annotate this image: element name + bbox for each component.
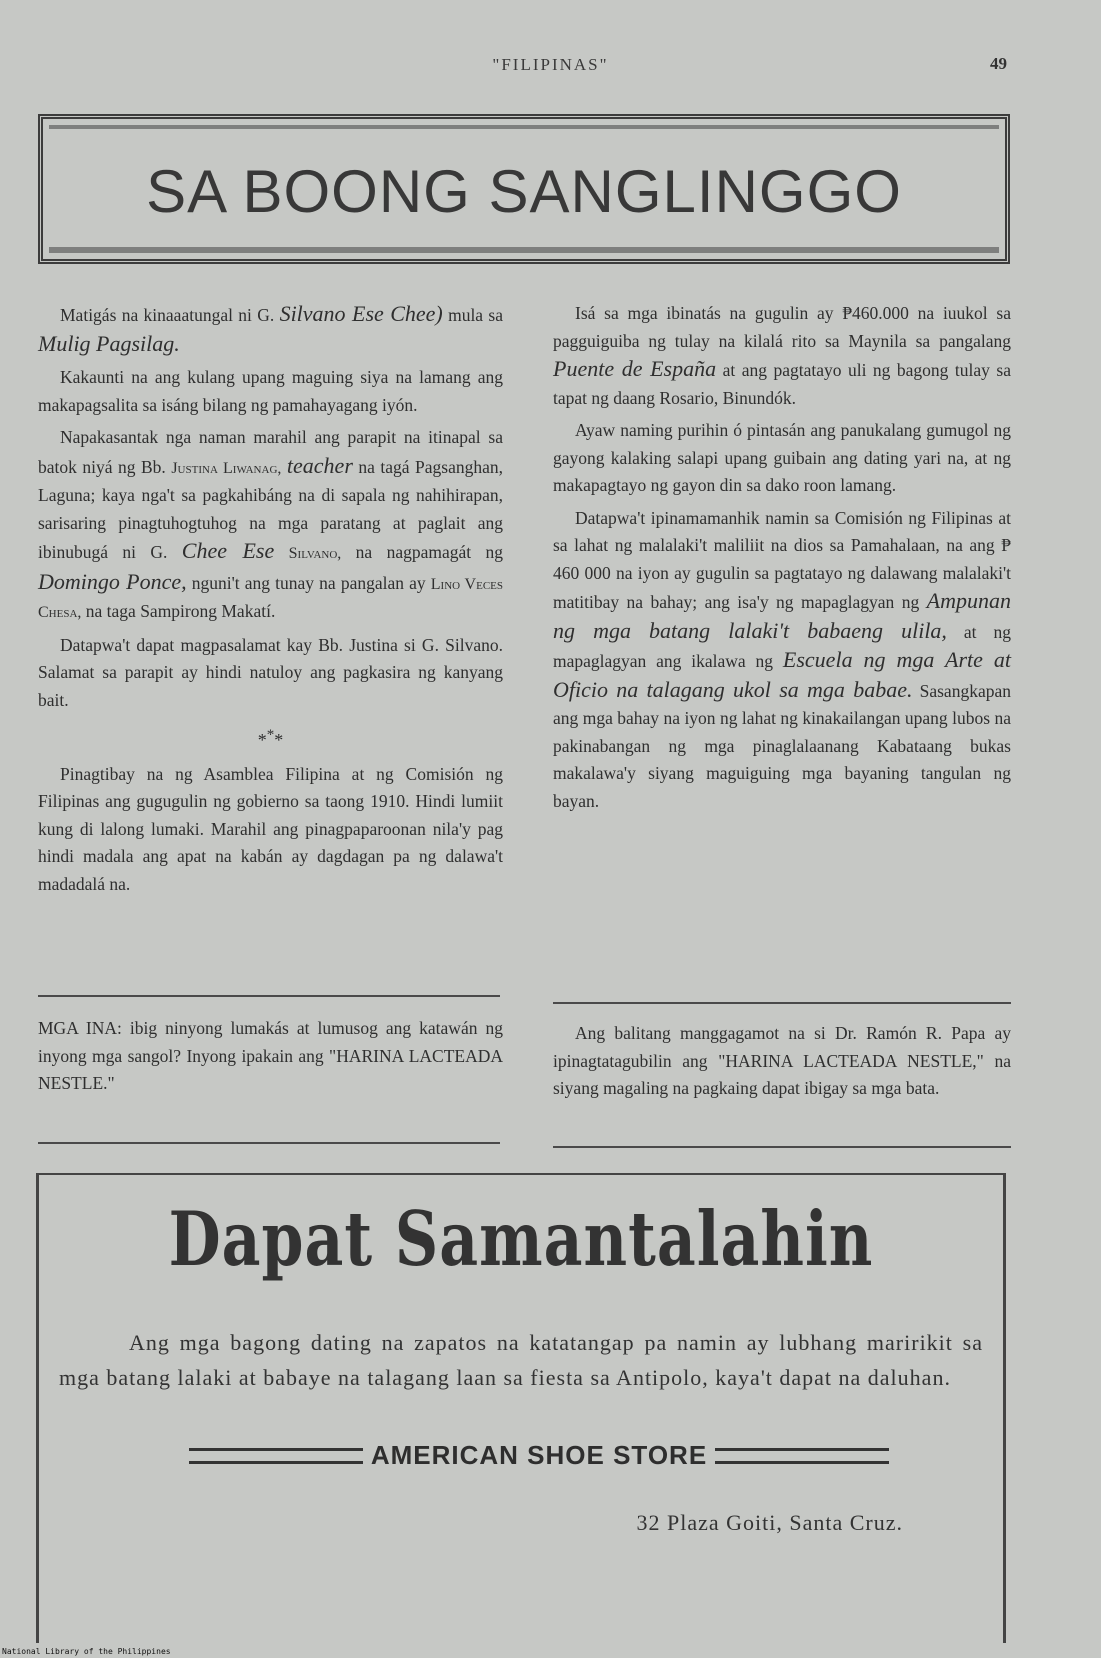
section-title: SA BOONG SANGLINGGO xyxy=(146,158,902,225)
section-title-box xyxy=(38,114,1010,264)
article-paragraph: Matigás na kinaaatungal ni G. Silvano Ese Chee) mula sa Mulig Pagsilag. xyxy=(38,301,503,356)
store-banner xyxy=(189,1440,889,1471)
ad-body: Ang mga bagong dating na zapatos na katatangap pa namin ay lubhang maririkit sa mga batang lalaki at babaye na talagang laan sa fiesta sa Antipolo, kaya't dapat na daluhan. xyxy=(59,1330,983,1390)
notice-right: Ang balitang manggagamot na si Dr. Ramón R. Papa ay ipinagtatagubilin ang "HARINA LACTEADA NESTLE," na siyang magaling na pagkaing dapat ibigay sa mga bata. xyxy=(553,1023,1011,1098)
notice-left: MGA INA: ibig ninyong lumakás at lumusog ang katawán ng inyong mga sangol? Inyong ipakain ang "HARINA LACTEADA NESTLE." xyxy=(38,1018,503,1093)
article-paragraph: Napakasantak nga naman marahil ang parapit na itinapal sa batok niyá ng Bb. Justina Liwanag, teacher na tagá Pagsanghan, Laguna; kaya nga't sa pagkahibáng na di sapala ng nahihirapan, sarisaring pinagtuhogtuhog na mga paratang at paglait ang ibinubugá ni G. Chee Ese Silvano, na nagpamagát ng Domingo Ponce, nguni't ang tunay na pangalan ay Lino Veces Chesa, na taga Sampirong Makatí. xyxy=(38,427,504,621)
store-name: AMERICAN SHOE STORE xyxy=(370,1440,708,1470)
decorative-rule xyxy=(715,1448,889,1464)
page-number: 49 xyxy=(990,54,1007,73)
article-paragraph: Ayaw naming purihin ó pintasán ang panukalang gumugol ng gayong kalaking salapi upang guibain ang dating yari na, at ng makapagtayo ng gayon din sa dako roon lamang. xyxy=(553,420,1011,495)
store-address: 32 Plaza Goiti, Santa Cruz. xyxy=(636,1510,903,1535)
ad-headline: Dapat Samantalahin xyxy=(168,1196,874,1284)
running-head: "FILIPINAS" xyxy=(492,55,609,74)
column-rule xyxy=(553,1146,1011,1148)
article-paragraph: Datapwa't dapat magpasalamat kay Bb. Justina si G. Silvano. Salamat sa parapit ay hindi natuloy ang pagkasira ng kanyang bait. xyxy=(38,634,503,710)
right-column xyxy=(553,300,1011,820)
column-rule xyxy=(38,995,500,997)
advertisement-box xyxy=(36,1173,1006,1643)
column-rule xyxy=(38,1142,500,1144)
article-paragraph: Kakaunti na ang kulang upang maguing siya na lamang ang makapagsalita sa isáng bilang ng pamahayagang iyón. xyxy=(38,367,503,415)
article-paragraph: Pinagtibay na ng Asamblea Filipina at ng Comisión ng Filipinas ang gugugulin ng gobierno sa taong 1910. Hindi lumiit kung di lalong lumaki. Marahil ang pinagpaparoonan nila'y pag hindi madala ang apat na kabán ay dagdagan pa ng dalawa't madadalá na. xyxy=(38,763,503,894)
section-divider-stars: *** xyxy=(257,727,284,750)
left-column xyxy=(38,300,503,903)
article-paragraph: Datapwa't ipinamamanhik namin sa Comisión ng Filipinas at sa lahat ng malalaki't maliliit na dios sa Pamahalaan, na ang ₱ 460 000 na iyon ay gugulin sa pagtatayo ng dalawang malalaki't matitibay na bahay; ang isa'y ng mapaglagyan ng Ampunan ng mga batang lalaki't babaeng ulila, at ng mapaglagyan ang ikalawa ng Escuela ng mga Arte at Oficio na talagang ukol sa mga babae. Sasangkapan ang mga bahay na iyon ng lahat ng kinakailangan upang lubos na pakinabangan ng mga pinaglalaanang Kabataang bukas makalawa'y siyang maguiguing mga bayaning tangulan ng bayan. xyxy=(553,507,1011,811)
italic-name: Silvano Ese Chee) xyxy=(279,301,443,326)
decorative-rule xyxy=(189,1448,363,1464)
article-paragraph: Isá sa mga ibinatás na gugulin ay ₱460.000 na iuukol sa pagguiguiba ng tulay na kilalá rito sa Maynila sa pangalang Puente de España at ang pagtatayo uli ng bagong tulay sa tapat ng daang Rosario, Binundók. xyxy=(553,303,1011,408)
column-rule xyxy=(553,1002,1011,1004)
footer-credit: National Library of the Philippines xyxy=(2,1647,171,1656)
italic-name: Mulig Pagsilag. xyxy=(38,330,180,356)
